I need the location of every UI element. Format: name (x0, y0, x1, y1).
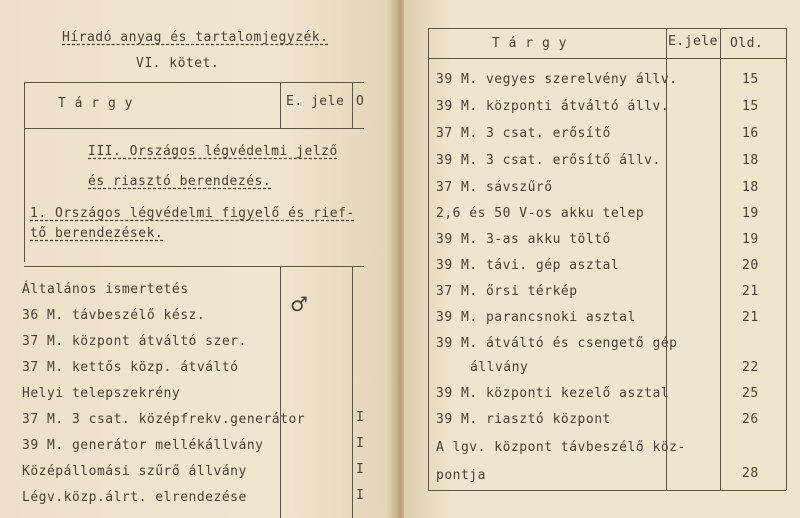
table-row-subject: 39 M. átváltó és csengető gép (436, 336, 678, 351)
right-page (404, 0, 800, 518)
table-row-subject: 39 M. központi kezelő asztal (436, 386, 670, 401)
table-row-subject: pontja (436, 468, 486, 483)
left-page (0, 0, 392, 518)
col-subject-header: T á r g y (492, 36, 567, 51)
table-left-border (428, 28, 429, 490)
list-item: 39 M. generátor mellékállvány (22, 438, 264, 453)
table-row-subject: 39 M. riasztó központ (436, 412, 611, 427)
table-right-border (786, 28, 787, 490)
table-row-page: 28 (742, 466, 759, 481)
col-mark-header: E. jele (286, 94, 345, 109)
col-subject-header: T á r g y (58, 96, 133, 111)
table-row-page: 22 (742, 360, 759, 375)
table-row-subject: 39 M. központi átváltó állv. (436, 99, 670, 114)
section-heading-line: és riasztó berendezés. (88, 174, 272, 189)
table-row-subject: 37 M. őrsi térkép (436, 284, 578, 299)
header-bottom-border (428, 58, 786, 59)
col-mark-header: E.jele (668, 34, 718, 49)
table-row-subject: A lgv. központ távbeszélő köz- (436, 440, 686, 455)
edge-mark: I (356, 488, 365, 503)
list-item: 36 M. távbeszélő kész. (22, 308, 206, 323)
volume-label: VI. kötet. (136, 56, 220, 71)
subsection-heading-line: tő berendezések. (30, 226, 164, 241)
table-row-page: 19 (742, 232, 759, 247)
header-col-divider (280, 82, 281, 128)
table-row-page: 21 (742, 284, 759, 299)
edge-mark: I (356, 410, 365, 425)
table-row-subject: 39 M. távi. gép asztal (436, 258, 620, 273)
table-row-page: 25 (742, 386, 759, 401)
table-row-page: 21 (742, 310, 759, 325)
section-bottom-border (24, 266, 364, 267)
list-item: Légv.közp.álrt. elrendezése (22, 490, 247, 505)
table-top-border (24, 82, 364, 83)
edge-mark: I (356, 436, 365, 451)
table-row-page: 26 (742, 412, 759, 427)
list-item: Helyi telepszekrény (22, 386, 181, 401)
mark-col-divider (666, 28, 667, 490)
table-row-subject: 2,6 és 50 V-os akku telep (436, 206, 645, 221)
col-page-header: Old. (730, 36, 764, 51)
table-row-subject: 37 M. sávszűrő (436, 180, 553, 195)
list-item: Középállomási szűrő állvány (22, 464, 247, 479)
header-col-divider-2 (352, 82, 353, 128)
table-row-page: 20 (742, 258, 759, 273)
table-row-subject: 39 M. vegyes szerelvény állv. (436, 72, 678, 87)
list-item: 37 M. kettős közp. átváltó (22, 360, 239, 375)
header-bottom-border (24, 128, 364, 129)
table-row-subject: 39 M. 3 csat. erősítő állv. (436, 153, 661, 168)
table-bottom-border (428, 490, 786, 491)
list-item: 37 M. 3 csat. középfrekv.generátor (22, 412, 306, 427)
subsection-heading-line: 1. Országos légvédelmi figyelő és rief- (30, 206, 355, 221)
body-col-divider-2 (352, 266, 353, 518)
list-item: Általános ismertetés (22, 282, 189, 297)
page-col-divider (720, 28, 721, 490)
table-row-page: 15 (742, 99, 759, 114)
body-col-divider (280, 266, 281, 518)
table-row-page: 18 (742, 180, 759, 195)
table-row-subject: 37 M. 3 csat. erősítő (436, 126, 611, 141)
list-item: 37 M. központ átváltó szer. (22, 334, 247, 349)
table-row-subject: 39 M. 3-as akku töltő (436, 232, 611, 247)
table-row-page: 18 (742, 153, 759, 168)
table-row-page: 19 (742, 206, 759, 221)
table-left-border (24, 82, 25, 262)
mark-symbol: ♂ (290, 292, 309, 316)
section-heading-line: III. Országos légvédelmi jelző (88, 144, 338, 159)
table-row-page: 15 (742, 72, 759, 87)
document-title: Híradó anyag és tartalomjegyzék. (62, 30, 329, 45)
col-extra-header: O (356, 94, 365, 109)
table-row-subject: állvány (470, 360, 529, 375)
table-row-page: 16 (742, 126, 759, 141)
table-top-border (428, 28, 786, 29)
table-row-subject: 39 M. parancsnoki asztal (436, 310, 636, 325)
edge-mark: I (356, 462, 365, 477)
